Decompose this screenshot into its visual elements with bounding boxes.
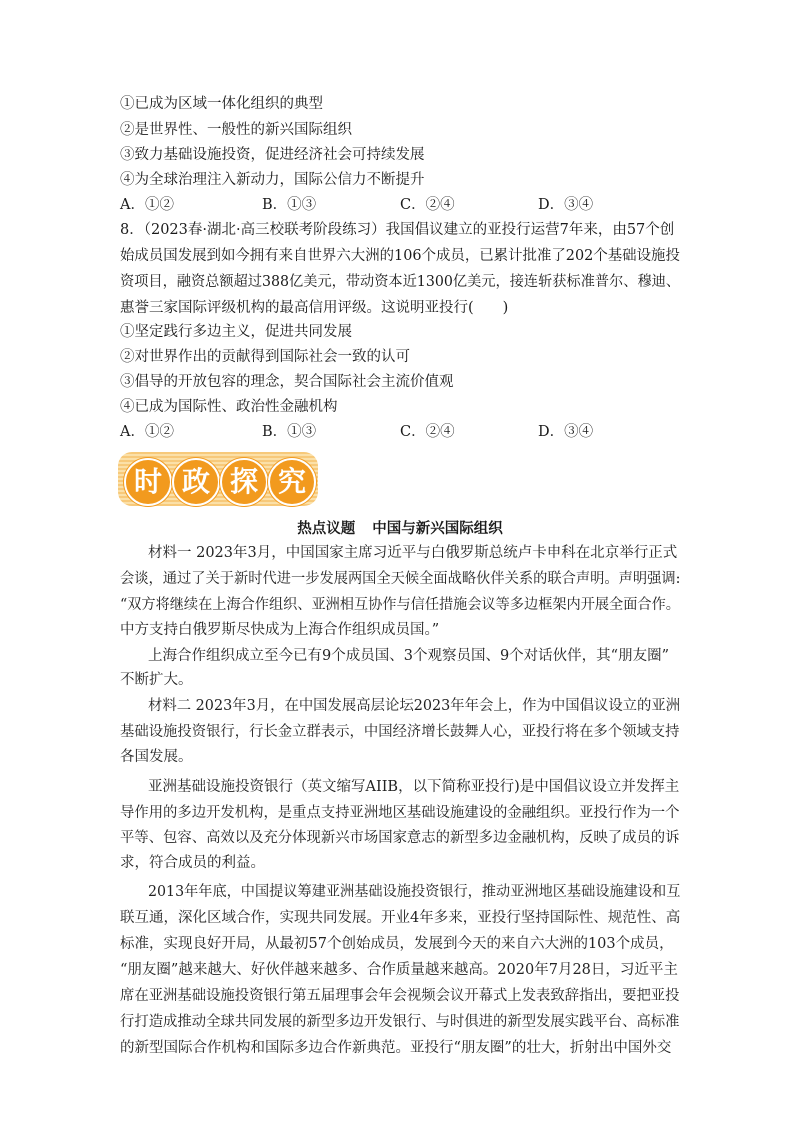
- topic-title: 中国与新兴国际组织: [372, 521, 503, 537]
- q7-options: [120, 193, 680, 217]
- material-line-10: 亚洲基础设施投资银行（英文缩写AIIB，以下简称亚投行)是中国倡议设立并发挥主: [148, 779, 680, 795]
- q8-option-c: C．②④: [400, 424, 455, 440]
- banner-char-1: 时: [124, 458, 172, 506]
- q8-statement-2: ②对世界作出的贡献得到国际社会一致的认可: [120, 349, 410, 365]
- q8-options: [120, 420, 680, 444]
- material-line-7: 材料二 2023年3月，在中国发展高层论坛2023年年会上，作为中国倡议设立的亚洲: [148, 698, 681, 714]
- q7-option-a: A．①②: [120, 197, 174, 213]
- material-line-6: 不断扩大。: [120, 672, 193, 688]
- material-line-3: “双方将继续在上海合作组织、亚洲相互协作与信任措施会议等多边框架内开展全面合作。: [120, 597, 680, 613]
- q7-option-b: B．①③: [262, 197, 317, 213]
- material-line-15: 联互通，深化区域合作，实现共同发展。开业4年多来，亚投行坚持国际性、规范性、高: [120, 910, 681, 926]
- q8-statement-1: ①坚定践行多边主义，促进共同发展: [120, 324, 352, 340]
- q7-statement-4: ④为全球治理注入新动力，国际公信力不断提升: [120, 172, 425, 188]
- q7-statement-1: ①已成为区域一体化组织的典型: [120, 96, 323, 112]
- material-line-9: 各国发展。: [120, 749, 193, 765]
- q7-statement-3: ③致力基础设施投资，促进经济社会可持续发展: [120, 147, 425, 163]
- material-line-4: 中方支持白俄罗斯尽快成为上海合作组织成员国。”: [120, 622, 440, 638]
- material-line-1: 材料一 2023年3月，中国国家主席习近平与白俄罗斯总统卢卡申科在北京举行正式: [148, 545, 678, 561]
- q7-option-d: D．③④: [538, 197, 594, 213]
- material-line-17: “朋友圈”越来越大、好伙伴越来越多、合作质量越来越高。2020年7月28日，习近平主: [120, 962, 678, 978]
- q8-stem-line-1: 8．（2023春·湖北·高三校联考阶段练习）我国倡议建立的亚投行运营7年来，由57个创: [120, 222, 675, 238]
- q8-statement-4: ④已成为国际性、政治性金融机构: [120, 399, 338, 415]
- q7-statement-2: ②是世界性、一般性的新兴国际组织: [120, 122, 352, 138]
- material-line-19: 行打造成推动全球共同发展的新型多边开发银行、与时俱进的新型发展实践平台、高标准: [120, 1014, 680, 1030]
- material-line-13: 求，符合成员的利益。: [120, 855, 265, 871]
- q8-option-a: A．①②: [120, 424, 174, 440]
- q8-option-d: D．③④: [538, 424, 594, 440]
- material-line-12: 平等、包容、高效以及充分体现新兴市场国家意志的新型多边金融机构，反映了成员的诉: [120, 830, 680, 846]
- q8-option-b: B．①③: [262, 424, 317, 440]
- q8-statement-3: ③倡导的开放包容的理念，契合国际社会主流价值观: [120, 374, 454, 390]
- material-line-5: 上海合作组织成立至今已有9个成员国、3个观察员国、9个对话伙伴，其“朋友圈”: [148, 648, 669, 664]
- material-line-8: 基础设施投资银行，行长金立群表示，中国经济增长鼓舞人心，亚投行将在多个领域支持: [120, 724, 680, 740]
- banner-char-4: 究: [268, 458, 316, 506]
- q7-option-c: C．②④: [400, 197, 455, 213]
- banner-char-3: 探: [220, 458, 268, 506]
- q8-stem-line-2: 始成员国发展到如今拥有来自世界六大洲的106个成员，已累计批准了202个基础设施投: [120, 248, 680, 264]
- material-line-20: 的新型国际合作机构和国际多边合作新典范。亚投行“朋友圈”的壮大，折射出中国外交: [120, 1040, 672, 1056]
- material-line-2: 会谈，通过了关于新时代进一步发展两国全天候全面战略伙伴关系的联合声明。声明强调:: [120, 571, 681, 587]
- topic-heading: [0, 517, 800, 541]
- material-line-16: 标准，实现良好开局，从最初57个创始成员，发展到今天的来自六大洲的103个成员，: [120, 936, 674, 952]
- material-line-11: 导作用的多边开发机构，是重点支持亚洲地区基础设施建设的金融组织。亚投行作为一个: [120, 805, 680, 821]
- material-line-18: 席在亚洲基础设施投资银行第五届理事会年会视频会议开幕式上发表致辞指出，要把亚投: [120, 988, 680, 1004]
- material-line-14: 2013年年底，中国提议筹建亚洲基础设施投资银行，推动亚洲地区基础设施建设和互: [148, 884, 681, 900]
- banner-char-2: 政: [172, 458, 220, 506]
- section-banner: [118, 446, 320, 510]
- q8-stem-line-4: 惠誉三家国际评级机构的最高信用评级。这说明亚投行( ): [120, 300, 509, 316]
- q8-stem-line-3: 资项目，融资总额超过388亿美元，带动资本近1300亿美元，接连斩获标准普尔、穆迪、: [120, 274, 681, 290]
- topic-label: 热点议题: [297, 521, 356, 537]
